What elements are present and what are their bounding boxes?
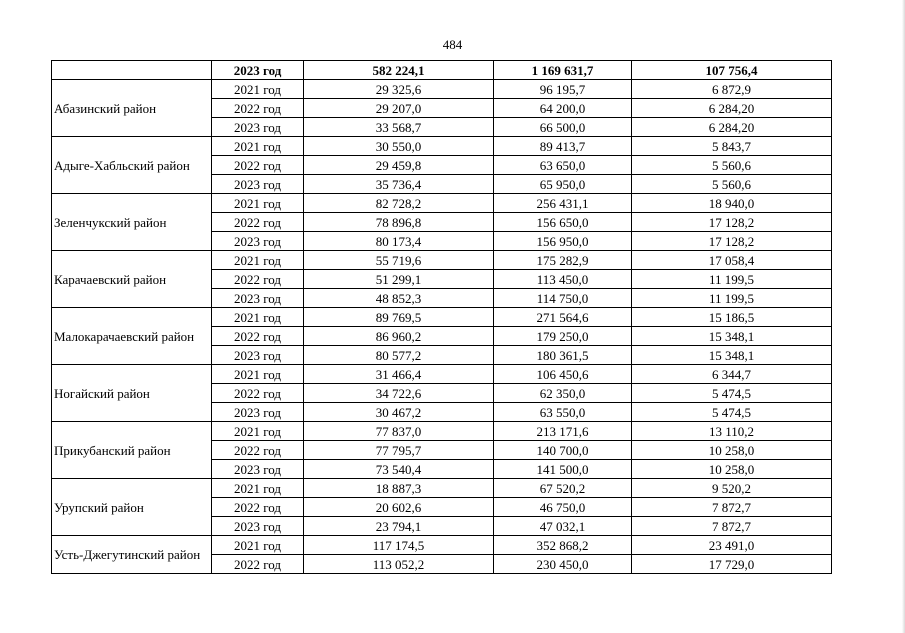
col2-cell: 113 450,0: [494, 270, 632, 289]
col2-cell: 46 750,0: [494, 498, 632, 517]
year-cell: 2022 год: [212, 498, 304, 517]
year-cell: 2022 год: [212, 384, 304, 403]
col1-cell: 80 577,2: [304, 346, 494, 365]
col3-cell: 6 872,9: [632, 80, 832, 99]
col2-cell: 141 500,0: [494, 460, 632, 479]
col1-cell: 113 052,2: [304, 555, 494, 574]
col3-cell: 10 258,0: [632, 460, 832, 479]
col3-cell: 6 284,20: [632, 118, 832, 137]
col1-cell: 33 568,7: [304, 118, 494, 137]
col2-cell: 106 450,6: [494, 365, 632, 384]
col3-cell: 13 110,2: [632, 422, 832, 441]
col3-cell: 15 348,1: [632, 346, 832, 365]
col1-cell: 48 852,3: [304, 289, 494, 308]
year-cell: 2021 год: [212, 137, 304, 156]
col1-cell: 86 960,2: [304, 327, 494, 346]
col3-cell: 5 560,6: [632, 156, 832, 175]
district-budget-table: [51, 60, 832, 574]
col2-cell: 230 450,0: [494, 555, 632, 574]
district-name-cell: Зеленчукский район: [52, 194, 212, 251]
year-cell: 2021 год: [212, 308, 304, 327]
col2-cell: 175 282,9: [494, 251, 632, 270]
col3-cell: 7 872,7: [632, 517, 832, 536]
col3-cell: 5 474,5: [632, 384, 832, 403]
table-row: [52, 80, 832, 99]
year-cell: 2023 год: [212, 118, 304, 137]
year-cell: 2023 год: [212, 517, 304, 536]
table-row: [52, 479, 832, 498]
col2-cell: 180 361,5: [494, 346, 632, 365]
col3-cell: 5 474,5: [632, 403, 832, 422]
col1-cell: 29 459,8: [304, 156, 494, 175]
total-year-cell: 2023 год: [212, 61, 304, 80]
col1-cell: 30 467,2: [304, 403, 494, 422]
table-body: [52, 61, 832, 574]
year-cell: 2023 год: [212, 403, 304, 422]
col3-cell: 17 128,2: [632, 232, 832, 251]
total-row: [52, 61, 832, 80]
col3-cell: 6 284,20: [632, 99, 832, 118]
col1-cell: 51 299,1: [304, 270, 494, 289]
year-cell: 2022 год: [212, 270, 304, 289]
col1-cell: 20 602,6: [304, 498, 494, 517]
year-cell: 2022 год: [212, 156, 304, 175]
col2-cell: 47 032,1: [494, 517, 632, 536]
col2-cell: 140 700,0: [494, 441, 632, 460]
col1-cell: 89 769,5: [304, 308, 494, 327]
col3-cell: 15 348,1: [632, 327, 832, 346]
district-name-cell: Ногайский район: [52, 365, 212, 422]
col1-cell: 30 550,0: [304, 137, 494, 156]
col3-cell: 5 843,7: [632, 137, 832, 156]
col2-cell: 66 500,0: [494, 118, 632, 137]
col3-cell: 11 199,5: [632, 289, 832, 308]
col1-cell: 34 722,6: [304, 384, 494, 403]
col1-cell: 117 174,5: [304, 536, 494, 555]
table-row: [52, 137, 832, 156]
col1-cell: 73 540,4: [304, 460, 494, 479]
table-row: [52, 251, 832, 270]
district-name-cell: Карачаевский район: [52, 251, 212, 308]
year-cell: 2021 год: [212, 422, 304, 441]
col3-cell: 23 491,0: [632, 536, 832, 555]
col1-cell: 80 173,4: [304, 232, 494, 251]
col2-cell: 89 413,7: [494, 137, 632, 156]
col2-cell: 114 750,0: [494, 289, 632, 308]
year-cell: 2022 год: [212, 555, 304, 574]
table-row: [52, 308, 832, 327]
col3-cell: 7 872,7: [632, 498, 832, 517]
year-cell: 2022 год: [212, 327, 304, 346]
col2-cell: 62 350,0: [494, 384, 632, 403]
col1-cell: 18 887,3: [304, 479, 494, 498]
col2-cell: 156 950,0: [494, 232, 632, 251]
table-row: [52, 536, 832, 555]
col1-cell: 55 719,6: [304, 251, 494, 270]
year-cell: 2021 год: [212, 251, 304, 270]
col3-cell: 9 520,2: [632, 479, 832, 498]
page-number: 484: [442, 37, 463, 52]
col1-cell: 31 466,4: [304, 365, 494, 384]
col2-cell: 96 195,7: [494, 80, 632, 99]
col2-cell: 67 520,2: [494, 479, 632, 498]
col2-cell: 179 250,0: [494, 327, 632, 346]
district-name-cell: Прикубанский район: [52, 422, 212, 479]
total-col3-cell: 107 756,4: [632, 61, 832, 80]
year-cell: 2021 год: [212, 80, 304, 99]
table-row: [52, 365, 832, 384]
col2-cell: 271 564,6: [494, 308, 632, 327]
col1-cell: 29 207,0: [304, 99, 494, 118]
col3-cell: 11 199,5: [632, 270, 832, 289]
total-col2-cell: 1 169 631,7: [494, 61, 632, 80]
col1-cell: 29 325,6: [304, 80, 494, 99]
district-name-cell: Абазинский район: [52, 80, 212, 137]
col3-cell: 17 729,0: [632, 555, 832, 574]
col2-cell: 156 650,0: [494, 213, 632, 232]
year-cell: 2023 год: [212, 175, 304, 194]
col2-cell: 64 200,0: [494, 99, 632, 118]
col2-cell: 352 868,2: [494, 536, 632, 555]
col1-cell: 77 795,7: [304, 441, 494, 460]
year-cell: 2021 год: [212, 365, 304, 384]
total-district-cell: [52, 61, 212, 80]
district-name-cell: Малокарачаевский район: [52, 308, 212, 365]
year-cell: 2023 год: [212, 289, 304, 308]
col1-cell: 23 794,1: [304, 517, 494, 536]
col1-cell: 77 837,0: [304, 422, 494, 441]
district-name-cell: Урупский район: [52, 479, 212, 536]
col1-cell: 78 896,8: [304, 213, 494, 232]
year-cell: 2023 год: [212, 460, 304, 479]
table-row: [52, 194, 832, 213]
year-cell: 2021 год: [212, 194, 304, 213]
total-col1-cell: 582 224,1: [304, 61, 494, 80]
district-name-cell: Усть-Джегутинский район: [52, 536, 212, 574]
col2-cell: 256 431,1: [494, 194, 632, 213]
year-cell: 2022 год: [212, 441, 304, 460]
col3-cell: 17 128,2: [632, 213, 832, 232]
col3-cell: 5 560,6: [632, 175, 832, 194]
col3-cell: 17 058,4: [632, 251, 832, 270]
year-cell: 2021 год: [212, 479, 304, 498]
year-cell: 2021 год: [212, 536, 304, 555]
col2-cell: 63 550,0: [494, 403, 632, 422]
col3-cell: 10 258,0: [632, 441, 832, 460]
year-cell: 2022 год: [212, 213, 304, 232]
table-row: [52, 422, 832, 441]
col2-cell: 65 950,0: [494, 175, 632, 194]
col3-cell: 15 186,5: [632, 308, 832, 327]
year-cell: 2023 год: [212, 346, 304, 365]
year-cell: 2023 год: [212, 232, 304, 251]
col2-cell: 213 171,6: [494, 422, 632, 441]
col1-cell: 35 736,4: [304, 175, 494, 194]
col3-cell: 6 344,7: [632, 365, 832, 384]
district-name-cell: Адыге-Хабльский район: [52, 137, 212, 194]
col1-cell: 82 728,2: [304, 194, 494, 213]
col3-cell: 18 940,0: [632, 194, 832, 213]
year-cell: 2022 год: [212, 99, 304, 118]
col2-cell: 63 650,0: [494, 156, 632, 175]
